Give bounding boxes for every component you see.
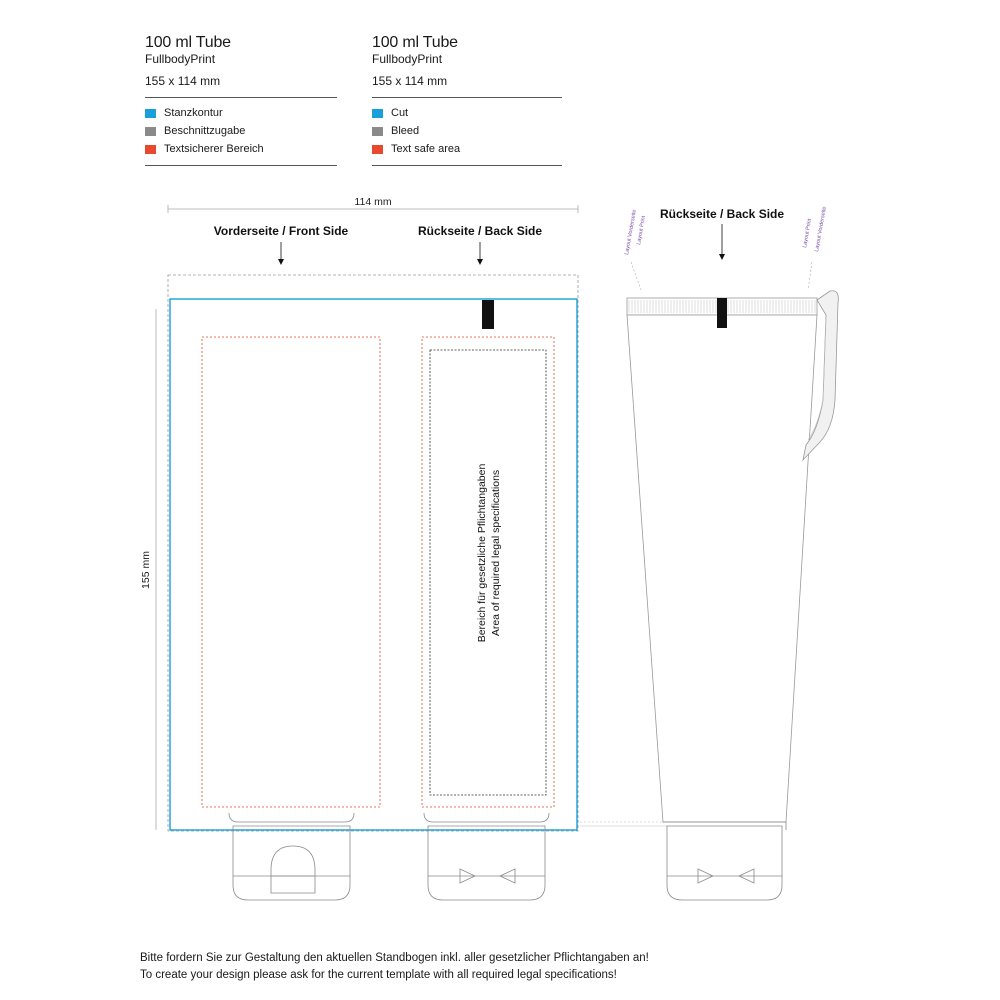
footer-line-de: Bitte fordern Sie zur Gestaltung den aktuellen Standbogen inkl. aller gesetzlicher Pflichtangaben an!: [140, 952, 649, 964]
footer-note: [140, 950, 920, 984]
legend-label: Text safe area: [391, 143, 461, 155]
layout-label: Layout Vorderseite: [814, 206, 828, 253]
product-subtitle: FullbodyPrint: [372, 52, 443, 66]
arrow-head: [719, 254, 725, 260]
product-subtitle: FullbodyPrint: [145, 52, 216, 66]
bleed-outline: [168, 275, 578, 831]
back-safe-area: [422, 337, 554, 807]
legend-label: Cut: [391, 107, 409, 119]
legend-label: Bleed: [391, 125, 420, 137]
layout-label: Layout Print: [636, 215, 648, 246]
front-side-label: Vorderseite / Front Side: [213, 224, 349, 238]
legend-label: Stanzkontur: [164, 107, 223, 119]
width-dimension-label: 114 mm: [354, 196, 392, 208]
front-safe-area: [202, 337, 380, 807]
product-size: 155 x 114 mm: [145, 74, 221, 88]
arrow-head: [278, 259, 284, 265]
legal-area-label-en: Area of required legal specifications: [490, 469, 502, 637]
back-side-label: Rückseite / Back Side: [417, 224, 543, 238]
tube-body: [627, 315, 817, 822]
legend-label: Textsicherer Bereich: [164, 143, 264, 155]
product-size: 155 x 114 mm: [372, 74, 448, 88]
height-dimension-label: 155 mm: [140, 551, 152, 589]
side-view-cap: [663, 822, 786, 900]
footer-line-en: To create your design please ask for the current template with all required legal specifications!: [140, 969, 617, 981]
side-view-tube: [627, 291, 838, 822]
guide-line: [631, 262, 641, 290]
legal-area-label-de: Bereich für gesetzliche Pflichtangaben: [476, 463, 488, 643]
legend-label: Beschnittzugabe: [164, 125, 246, 137]
eye-mark: [717, 298, 727, 328]
product-title: 100 ml Tube: [372, 34, 458, 51]
back-cap: [424, 813, 549, 900]
legal-specifications-area: [430, 350, 546, 795]
eye-mark: [482, 300, 494, 329]
arrow-head: [477, 259, 483, 265]
product-title: 100 ml Tube: [145, 34, 231, 51]
guide-line: [808, 262, 812, 290]
layout-label: Layout Print: [802, 218, 814, 249]
side-view-label: Rückseite / Back Side: [659, 207, 785, 221]
cut-outline: [170, 299, 577, 830]
front-cap: [229, 813, 354, 900]
layout-label: Layout Vorderseite: [624, 209, 638, 256]
